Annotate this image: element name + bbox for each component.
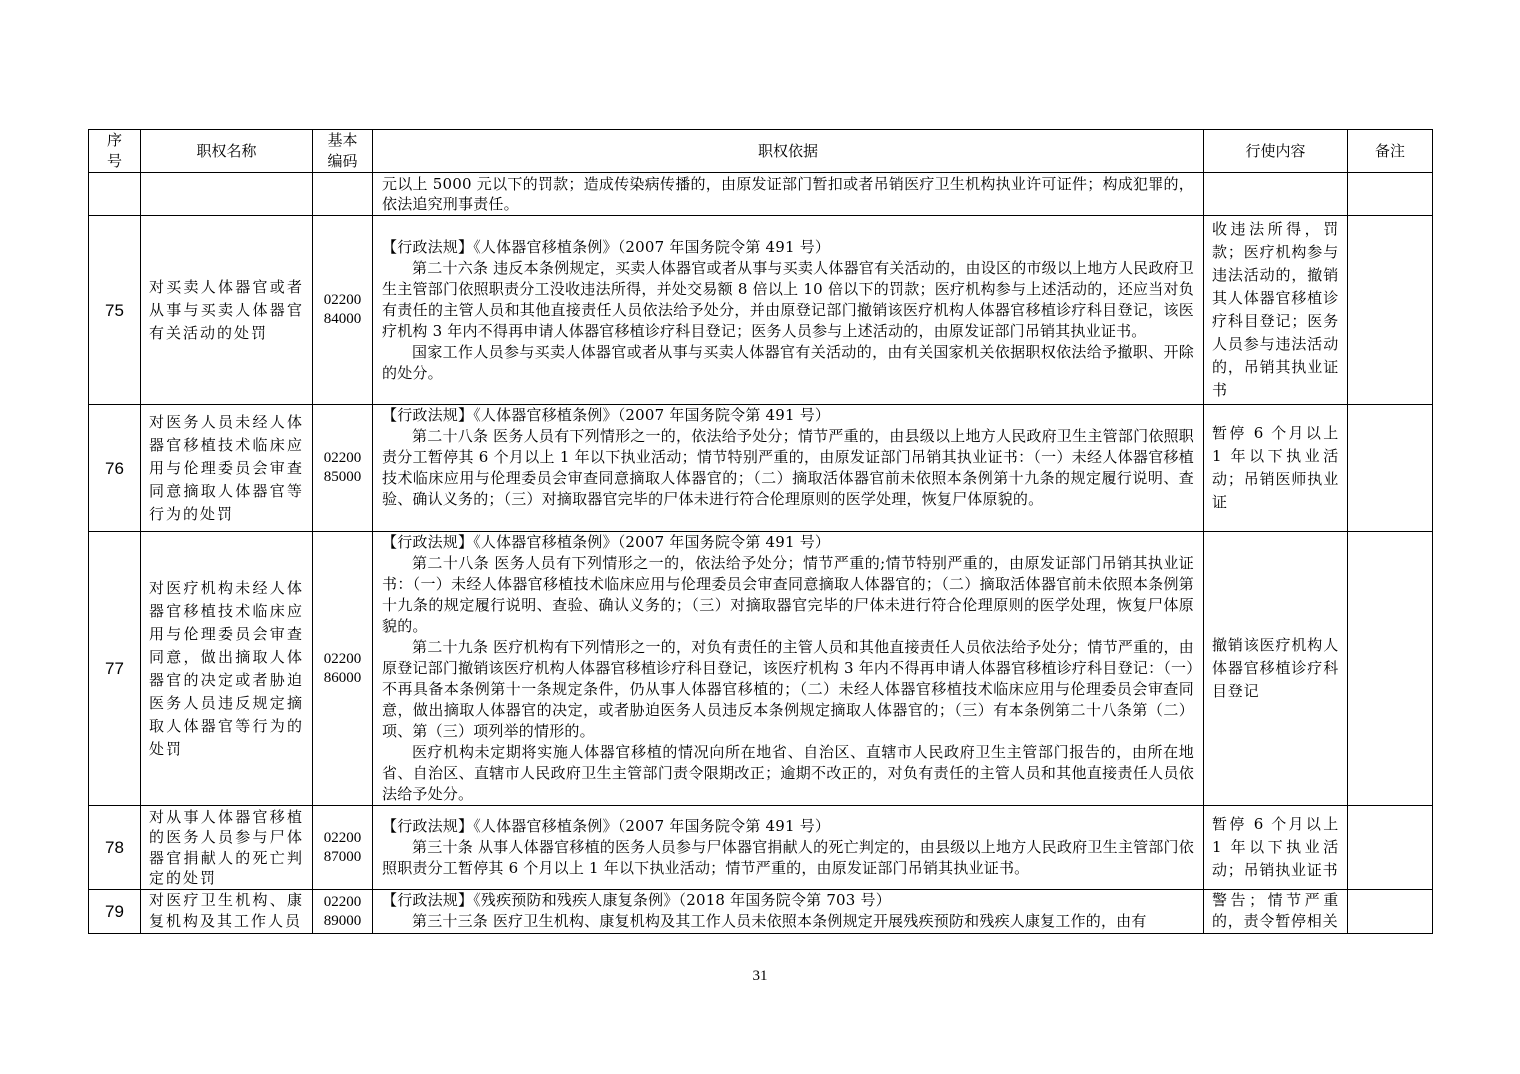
authority-name: 对医疗机构未经人体器官移植技术临床应用与伦理委员会审查同意，做出摘取人体器官的决定或者胁迫医务人员违反规定摘取人体器官等行为的处罚	[149, 578, 304, 758]
remark-cell	[1348, 806, 1433, 890]
code-cell	[313, 216, 373, 405]
page-number: 31	[752, 968, 768, 984]
header-seq-cell	[89, 130, 141, 173]
basis-paragraph: 第三十条 从事人体器官移植的医务人员参与尸体器官捐献人的死亡判定的，由县级以上地方人民政府卫生主管部门依照职责分工暂停其 6 个月以上 1 年以下执业活动；情节严重的，由原发证部门吊销其执业证书。	[382, 838, 1194, 877]
remark-cell	[1348, 173, 1433, 216]
seq-cell	[89, 532, 141, 806]
content-wrap	[1204, 173, 1347, 215]
basis-paragraph: 国家工作人员参与买卖人体器官或者从事与买卖人体器官有关活动的，由有关国家机关依据职权依法给予撤职、开除的处分。	[382, 342, 1194, 382]
code-cell	[313, 405, 373, 532]
code-wrap	[313, 532, 372, 805]
code-cell	[313, 173, 373, 216]
content-wrap	[1204, 806, 1347, 889]
table-row	[89, 806, 1433, 890]
code-wrap	[313, 173, 372, 215]
basis-cell	[373, 890, 1204, 934]
name-wrap	[141, 890, 312, 933]
basis-paragraph: 第二十九条 医疗机构有下列情形之一的，对负有责任的主管人员和其他直接责任人员依法给予处分；情节严重的，由原登记部门撤销该医疗机构人体器官移植诊疗科目登记，该医疗机构 3 年内不得再申请人体器官移植诊疗科目登记：（一）不再具备本条例第十一条规定条件，仍从事人体器官移植的；（二）未经人体器官移植技术临床应用与伦理委员会审查同意，做出摘取人体器官的决定，或者胁迫医务人员违反本条例规定摘取人体器官的；（三）有本条例第二十八条第（二）项、第（三）项列举的情形的。	[382, 638, 1194, 740]
header-code-wrap	[313, 130, 372, 172]
basis-source: 【行政法规】《人体器官移植条例》（2007 年国务院令第 491 号）	[382, 817, 831, 835]
basis-cell	[373, 806, 1204, 890]
exercise-content: 暂停 6 个月以上 1 年以下执业活动；吊销执业证书	[1212, 815, 1339, 879]
exercise-content: 收违法所得，罚款；医疗机构参与违法活动的，撤销其人体器官移植诊疗科目登记；医务人员参与违法活动的，吊销其执业证书	[1212, 220, 1339, 399]
basis-wrap	[373, 216, 1203, 404]
name-wrap	[141, 806, 312, 889]
authority-name: 对医务人员未经人体器官移植技术临床应用与伦理委员会审查同意摘取人体器官等行为的处罚	[149, 412, 304, 523]
basis-cell	[373, 173, 1204, 216]
content-cell	[1204, 532, 1348, 806]
remark-cell	[1348, 890, 1433, 934]
basis-source: 【行政法规】《人体器官移植条例》（2007 年国务院令第 491 号）	[382, 237, 831, 256]
header-code-cell	[313, 130, 373, 173]
seq-cell	[89, 890, 141, 934]
seq-wrap	[89, 405, 140, 531]
seq-wrap	[89, 890, 140, 933]
remark-cell	[1348, 216, 1433, 405]
code-cell	[313, 890, 373, 934]
seq-wrap	[89, 173, 140, 215]
seq-cell	[89, 405, 141, 532]
authority-name: 对医疗卫生机构、康复机构及其工作人员	[149, 891, 304, 930]
seq-wrap	[89, 216, 140, 404]
basis-paragraph: 元以上 5000 元以下的罚款；造成传染病传播的，由原发证部门暂扣或者吊销医疗卫生机构执业许可证件；构成犯罪的，依法追究刑事责任。	[382, 175, 1194, 213]
code-part: 02200	[323, 292, 362, 308]
code-part: 86000	[323, 669, 362, 686]
seq-cell	[89, 173, 141, 216]
name-wrap	[141, 405, 312, 531]
header-seq-wrap	[89, 130, 140, 172]
basis-wrap	[373, 405, 1203, 531]
code-part: 02200	[323, 829, 362, 846]
row-number: 79	[105, 902, 124, 921]
name-wrap	[141, 532, 312, 805]
code-part: 02200	[323, 893, 362, 910]
code-cell	[313, 532, 373, 806]
remark-wrap	[1348, 405, 1432, 531]
seq-wrap	[89, 532, 140, 805]
code-wrap	[313, 405, 372, 531]
code-wrap	[313, 806, 372, 889]
name-cell	[141, 806, 313, 890]
content-wrap	[1204, 405, 1347, 531]
content-cell	[1204, 173, 1348, 216]
continuation-row	[89, 173, 1433, 216]
name-cell	[141, 532, 313, 806]
content-wrap	[1204, 532, 1347, 805]
content-wrap	[1204, 890, 1347, 933]
exercise-content: 暂停 6 个月以上 1 年以下执业活动；吊销医师执业证	[1212, 424, 1339, 511]
content-cell	[1204, 405, 1348, 532]
header-remark-cell	[1348, 130, 1433, 173]
header-name: 职权名称	[196, 141, 257, 160]
remark-wrap	[1348, 173, 1432, 215]
name-cell	[141, 405, 313, 532]
name-wrap	[141, 173, 312, 215]
name-cell	[141, 173, 313, 216]
code-part: 84000	[323, 311, 362, 327]
table-row	[89, 405, 1433, 532]
row-number: 76	[105, 458, 124, 478]
content-cell	[1204, 806, 1348, 890]
name-cell	[141, 890, 313, 934]
basis-paragraph: 第二十八条 医务人员有下列情形之一的，依法给予处分；情节严重的;情节特别严重的，由原发证部门吊销其执业证书：（一）未经人体器官移植技术临床应用与伦理委员会审查同意摘取人体器官的；（二）摘取活体器官前未依照本条例第十九条的规定履行说明、查验、确认义务的；（三）对摘取器官完毕的尸体未进行符合伦理原则的医学处理，恢复尸体原貌的。	[382, 554, 1194, 635]
row-number: 77	[105, 659, 124, 678]
remark-cell	[1348, 532, 1433, 806]
header-basis-cell	[373, 130, 1204, 173]
table-row	[89, 216, 1433, 405]
seq-wrap	[89, 806, 140, 889]
exercise-content: 警告；情节严重的，责令暂停相关	[1212, 891, 1339, 930]
content-cell	[1204, 216, 1348, 405]
code-part: 85000	[323, 469, 362, 485]
header-basis: 职权依据	[757, 141, 818, 160]
code-wrap	[313, 890, 372, 933]
basis-paragraph: 第二十六条 违反本条例规定，买卖人体器官或者从事与买卖人体器官有关活动的，由设区的市级以上地方人民政府卫生主管部门依照职责分工没收违法所得，并处交易额 8 倍以上 10 倍以下的罚款；医疗机构参与上述活动的，还应当对负有责任的主管人员和其他直接责任人员依法给予处分，并由原登记部门撤销该医疗机构人体器官移植诊疗科目登记，该医疗机构 3 年内不得再申请人体器官移植诊疗科目登记；医务人员参与上述活动的，由原发证部门吊销其执业证书。	[382, 258, 1194, 340]
basis-paragraph: 第三十三条 医疗卫生机构、康复机构及其工作人员未依照本条例规定开展残疾预防和残疾人康复工作的，由有	[412, 912, 1147, 930]
content-cell	[1204, 890, 1348, 934]
remark-cell	[1348, 405, 1433, 532]
authority-name: 对买卖人体器官或者从事与买卖人体器官有关活动的处罚	[149, 277, 304, 342]
header-name-cell	[141, 130, 313, 173]
header-basis-wrap	[373, 130, 1203, 172]
name-wrap	[141, 216, 312, 404]
code-part: 87000	[323, 848, 362, 865]
header-remark: 备注	[1374, 141, 1405, 160]
authority-name: 对从事人体器官移植的医务人员参与尸体器官捐献人的死亡判定的处罚	[149, 807, 304, 887]
basis-source: 【行政法规】《人体器官移植条例》（2007 年国务院令第 491 号）	[382, 406, 831, 424]
header-content: 行使内容	[1245, 141, 1306, 160]
row-number: 78	[105, 838, 124, 857]
exercise-content: 撤销该医疗机构人体器官移植诊疗科目登记	[1212, 636, 1339, 700]
remark-wrap	[1348, 806, 1432, 889]
remark-wrap	[1348, 532, 1432, 805]
code-part: 02200	[323, 650, 362, 667]
header-content-cell	[1204, 130, 1348, 173]
seq-cell	[89, 216, 141, 405]
remark-wrap	[1348, 890, 1432, 933]
basis-source: 【行政法规】《残疾预防和残疾人康复条例》（2018 年国务院令第 703 号）	[382, 891, 891, 909]
header-content-wrap	[1204, 130, 1347, 172]
code-part: 02200	[323, 450, 362, 466]
row-number: 75	[105, 300, 124, 320]
code-cell	[313, 806, 373, 890]
basis-wrap	[373, 890, 1203, 933]
basis-wrap	[373, 532, 1203, 805]
header-name-wrap	[141, 130, 312, 172]
basis-cell	[373, 216, 1204, 405]
basis-cell	[373, 405, 1204, 532]
header-seq: 序号	[107, 131, 123, 170]
seq-cell	[89, 806, 141, 890]
table-row	[89, 532, 1433, 806]
header-remark-wrap	[1348, 130, 1432, 172]
table-row	[89, 890, 1433, 934]
basis-wrap	[373, 173, 1203, 215]
code-wrap	[313, 216, 372, 404]
basis-paragraph: 医疗机构未定期将实施人体器官移植的情况向所在地省、自治区、直辖市人民政府卫生主管部门报告的，由所在地省、自治区、直辖市人民政府卫生主管部门责令限期改正；逾期不改正的，对负有责任的主管人员和其他直接责任人员依法给予处分。	[382, 743, 1194, 803]
basis-wrap	[373, 806, 1203, 889]
basis-paragraph: 第二十八条 医务人员有下列情形之一的，依法给予处分；情节严重的，由县级以上地方人民政府卫生主管部门依照职责分工暂停其 6 个月以上 1 年以下执业活动；情节特别严重的，由原发证部门吊销其执业证书：（一）未经人体器官移植技术临床应用与伦理委员会审查同意摘取人体器官的；（二）摘取活体器官前未依照本条例第十九条的规定履行说明、查验、确认义务的；（三）对摘取器官完毕的尸体未进行符合伦理原则的医学处理，恢复尸体原貌的。	[382, 427, 1194, 508]
authority-table	[88, 129, 1433, 934]
header-code: 基本编码	[327, 131, 358, 170]
code-part: 89000	[323, 912, 362, 929]
basis-source: 【行政法规】《人体器官移植条例》（2007 年国务院令第 491 号）	[382, 533, 831, 551]
remark-wrap	[1348, 216, 1432, 404]
name-cell	[141, 216, 313, 405]
content-wrap	[1204, 216, 1347, 404]
header-row	[89, 130, 1433, 173]
basis-cell	[373, 532, 1204, 806]
